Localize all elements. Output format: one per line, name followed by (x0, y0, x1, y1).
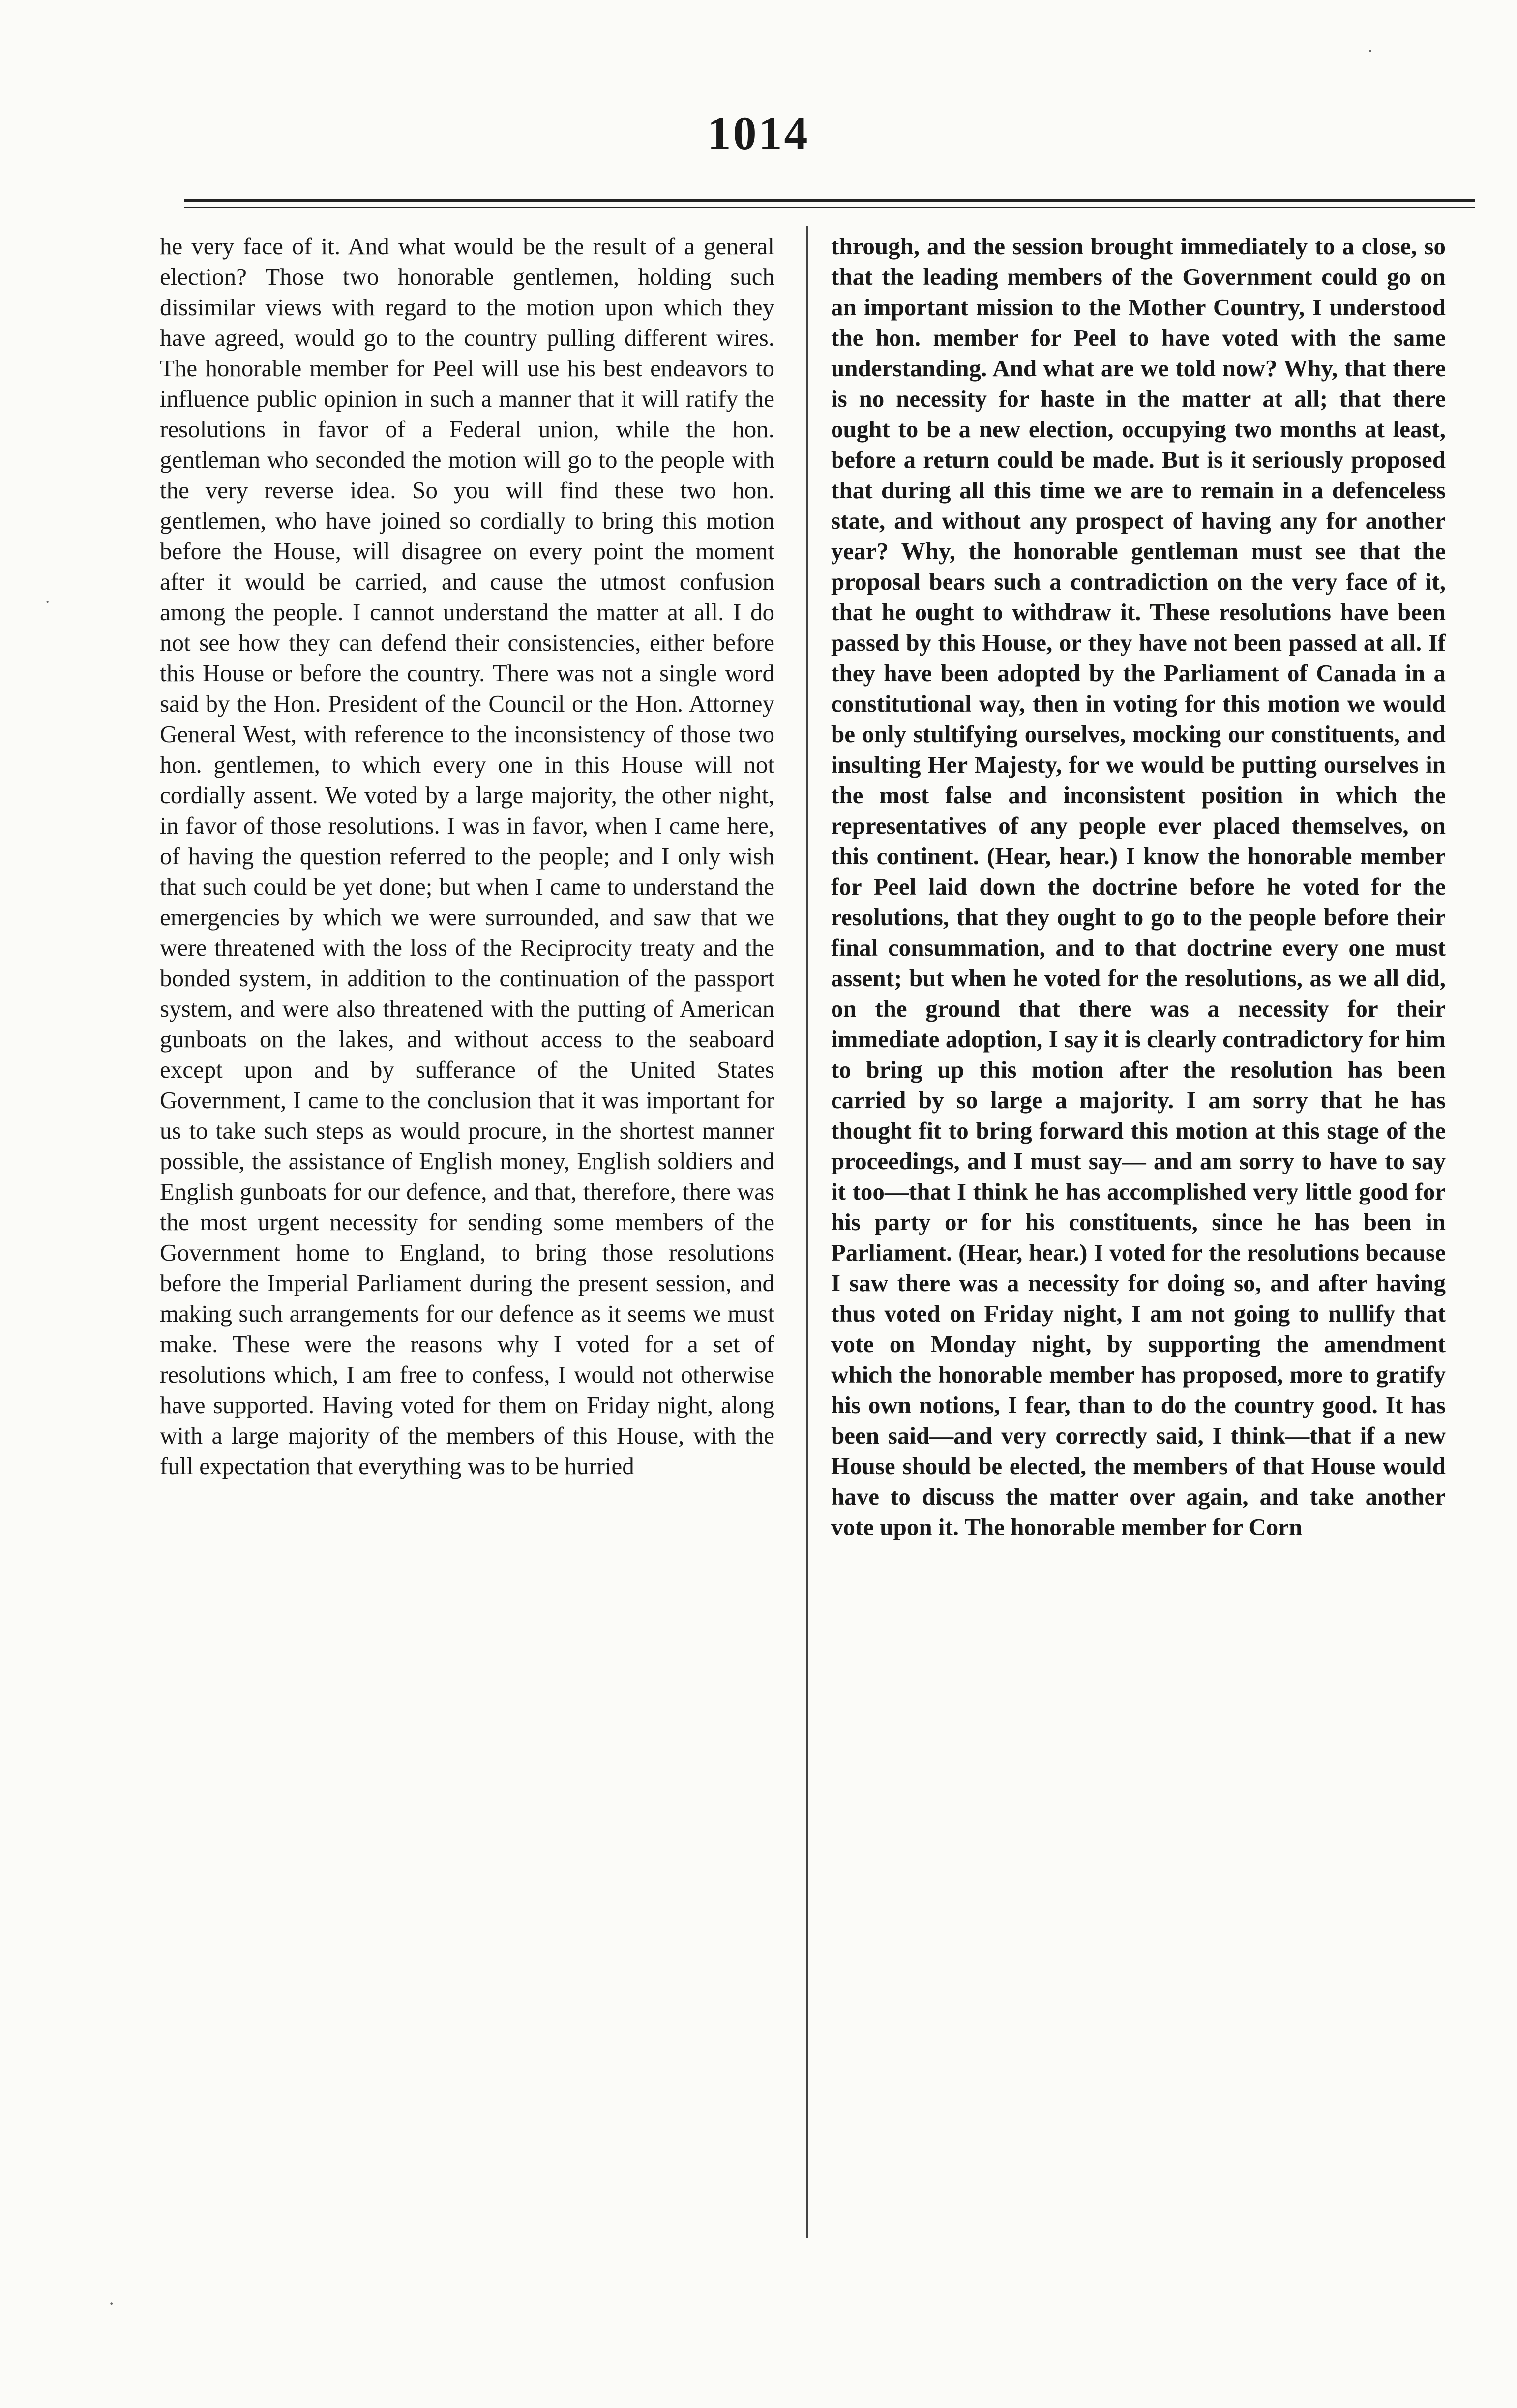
left-column-text: he very face of it. And what would be the result of a general election? Those two honorable gentlemen, holding such dissimilar views with regard to the motion upon which they have agreed, would go to the country pulling different wires. The honorable member for Peel will use his best endeavors to influence public opinion in such a manner that it will ratify the resolutions in favor of a Federal union, while the hon. gentleman who seconded the motion will go to the people with the very reverse idea. So you will find these two hon. gentlemen, who have joined so cordially to bring this motion before the House, will disagree on every point the moment after it would be carried, and cause the utmost confusion among the people. I cannot understand the matter at all. I do not see how they can defend their consistencies, either before this House or before the country. There was not a single word said by the Hon. President of the Council or the Hon. Attorney General West, with reference to the inconsistency of those two hon. gentlemen, to which every one in this House will not cordially assent. We voted by a large majority, the other night, in favor of those resolutions. I was in favor, when I came here, of having the question referred to the people; and I only wish that such could be yet done; but when I came to understand the emergencies by which we were surrounded, and saw that we were threatened with the loss of the Reciprocity treaty and the bonded system, in addition to the continuation of the passport system, and were also threatened with the putting of American gunboats on the lakes, and without access to the seaboard except upon and by sufferance of the United States Government, I came to the conclusion that it was important for us to take such steps as would procure, in the shortest manner possible, the assistance of English money, English soldiers and English gunboats for our defence, and that, therefore, there was the most urgent necessity for sending some members of the Government home to England, to bring those resolutions before the Imperial Parliament during the present session, and making such arrangements for our defence as it seems we must make. These were the reasons why I voted for a set of resolutions which, I am free to confess, I would not otherwise have supported. Having voted for them on Friday night, along with a large majority of the members of this House, with the full expectation that everything was to be hurried (160, 233, 774, 1479)
ink-speck: · (108, 2292, 115, 2315)
header-rule (184, 199, 1475, 202)
ink-speck: · (1367, 40, 1374, 62)
ink-speck: · (44, 591, 51, 613)
page-number: 1014 (707, 107, 810, 159)
right-column-text: through, and the session brought immediately to a close, so that the leading members of the Government could go on an important mission to the Mother Country, I understood the hon. member for Peel to have voted with the same understanding. And what are we told now? Why, that there is no necessity for haste in the matter at all; that there ought to be a new election, occupying two months at least, before a return could be made. But is it seriously proposed that during all this time we are to remain in a defenceless state, and without any prospect of having any for another year? Why, the honorable gentleman must see that the proposal bears such a contradiction on the very face of it, that he ought to withdraw it. These resolutions have been passed by this House, or they have not been passed at all. If they have been adopted by the Parliament of Canada in a constitutional way, then in voting for this motion we would be only stultifying ourselves, mocking our constituents, and insulting Her Majesty, for we would be putting ourselves in the most false and inconsistent position in which the representatives of any people ever placed themselves, on this continent. (Hear, hear.) I know the honorable member for Peel laid down the doctrine before he voted for the resolutions, that they ought to go to the people before their final consummation, and to that doctrine every one must assent; but when he voted for the resolutions, as we all did, on the ground that there was a necessity for their immediate adoption, I say it is clearly contradictory for him to bring up this motion after the resolution has been carried by so large a majority. I am sorry that he has thought fit to bring forward this motion at this stage of the proceedings, and I must say— and am sorry to have to say it too—that I think he has accomplished very little good for his party or for his constituents, since he has been in Parliament. (Hear, hear.) I voted for the resolutions because I saw there was a necessity for doing so, and after having thus voted on Friday night, I am not going to nullify that vote on Monday night, by supporting the amendment which the honorable member has proposed, more to gratify his own notions, I fear, than to do the country good. It has been said—and very correctly said, I think—that if a new House should be elected, the members of that House would have to discuss the matter over again, and take another vote upon it. The honorable member for Corn (831, 233, 1446, 1540)
column-divider (806, 226, 808, 2238)
header-rule-thin (184, 207, 1475, 208)
